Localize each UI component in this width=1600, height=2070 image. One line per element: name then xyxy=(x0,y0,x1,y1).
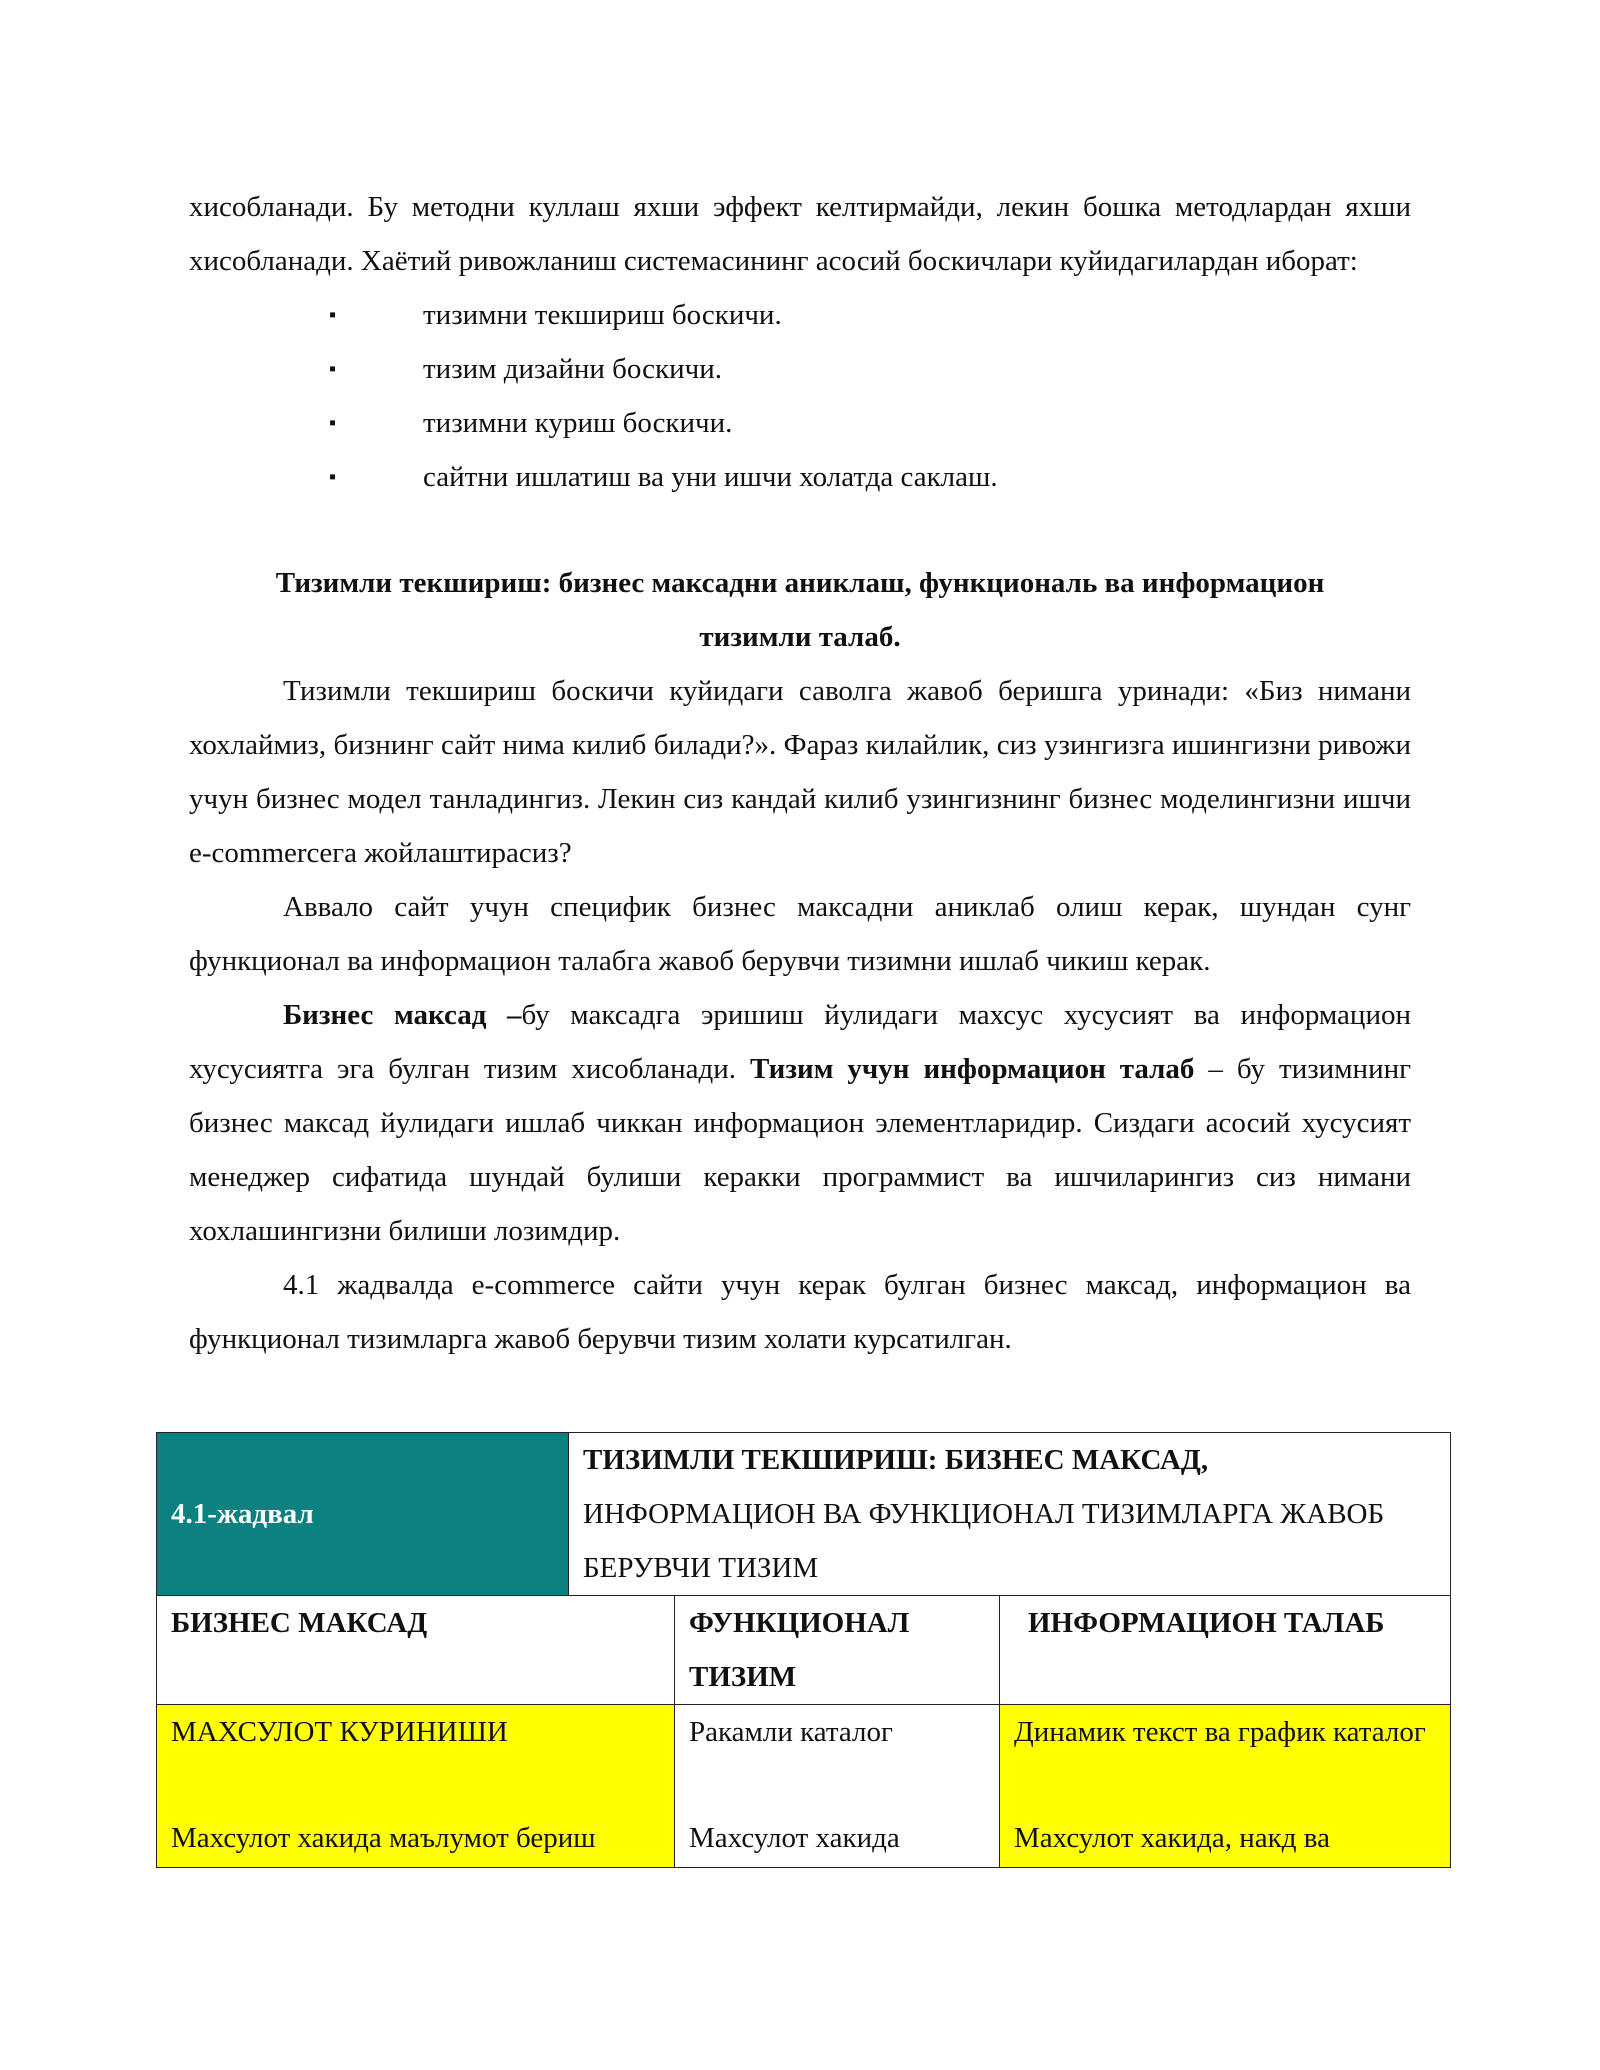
list-item xyxy=(189,450,1411,504)
list-item-text: тизим дизайни боскичи. xyxy=(423,353,722,385)
table-caption: 4.1-жадвал xyxy=(157,1433,569,1596)
list-item-text: тизимни текшириш боскичи. xyxy=(423,299,782,331)
table-cell: Махсулот хакида маълумот бериш xyxy=(157,1813,675,1868)
table-header-row xyxy=(157,1596,1451,1705)
term-information-requirement: Тизим учун информацион талаб xyxy=(750,1053,1195,1085)
list-item xyxy=(189,342,1411,396)
section-heading-line-2: тизимли талаб. xyxy=(699,621,901,653)
paragraph-1: Тизимли текшириш боскичи куйидаги саволга жавоб беришга уринади: «Биз нимани хохлаймиз, бизнинг сайт нима килиб билади?». Фараз килайлик, сиз узингизга ишингизни ривожи учун бизнес модел танладингиз. Лекин сиз кандай килиб узингизнинг бизнес моделингизни ишчи e-commerceга жойлаштирасиз? xyxy=(189,675,1411,869)
bullet-icon: ▪ xyxy=(329,358,337,380)
table-cell: МАХСУЛОТ КУРИНИШИ xyxy=(157,1705,675,1814)
table-title xyxy=(569,1433,1451,1596)
paragraph-3 xyxy=(189,988,1411,1258)
table-cell: Динамик текст ва график каталог xyxy=(1000,1705,1451,1814)
stage-list xyxy=(189,288,1411,504)
column-header-information-requirement-label: ИНФОРМАЦИОН ТАЛАБ xyxy=(1028,1607,1385,1639)
list-item-text: тизимни куриш боскичи. xyxy=(423,407,733,439)
table-row xyxy=(157,1813,1451,1868)
list-item xyxy=(189,396,1411,450)
body-text xyxy=(189,180,1411,1366)
table-cell: Ракамли каталог xyxy=(675,1705,1000,1814)
table-title-rest: ИНФОРМАЦИОН ВА ФУНКЦИОНАЛ ТИЗИМЛАРГА ЖАВОБ БЕРУВЧИ ТИЗИМ xyxy=(583,1498,1385,1584)
table-caption-row xyxy=(157,1433,1451,1596)
table-row xyxy=(157,1705,1451,1814)
column-header-functional-system: ФУНКЦИОНАЛ ТИЗИМ xyxy=(675,1596,1000,1705)
list-item-text: сайтни ишлатиш ва уни ишчи холатда саклаш. xyxy=(423,461,998,493)
paragraph-3-text-2: – бу тизимнинг бизнес максад йулидаги ишлаб чиккан информацион элементларидир. Сиздаги асосий хусусият менеджер сифатида шундай булиши керакки программист ва ишчиларингиз сиз нимани хохлашингизни билиши лозимдир. xyxy=(189,1053,1411,1247)
bullet-icon: ▪ xyxy=(329,466,337,488)
paragraph-4: 4.1 жадвалда e-commerce сайти учун керак булган бизнес максад, информацион ва функционал тизимларга жавоб берувчи тизим холати курсатилган. xyxy=(189,1269,1411,1355)
column-header-business-goal: БИЗНЕС МАКСАД xyxy=(157,1596,675,1705)
table-cell: Махсулот хакида, накд ва xyxy=(1000,1813,1451,1868)
bullet-icon: ▪ xyxy=(329,412,337,434)
column-header-information-requirement xyxy=(1000,1596,1451,1705)
paragraph-3-text-1: бу максадга эришиш йулидаги махсус хусусият ва информацион хусусиятга эга булган тизим хисобланади. xyxy=(189,999,1411,1085)
bullet-icon: ▪ xyxy=(329,304,337,326)
table-title-bold: ТИЗИМЛИ ТЕКШИРИШ: БИЗНЕС МАКСАД, xyxy=(583,1444,1209,1476)
term-business-goal: Бизнес максад – xyxy=(283,999,522,1031)
table-cell: Махсулот хакида xyxy=(675,1813,1000,1868)
list-item xyxy=(189,288,1411,342)
requirements-table xyxy=(156,1432,1451,1868)
section-heading xyxy=(189,556,1411,664)
section-heading-line-1: Тизимли текшириш: бизнес максадни аниклаш, функциональ ва информацион xyxy=(275,567,1325,599)
paragraph-2: Аввало сайт учун специфик бизнес максадни аниклаб олиш керак, шундан сунг функционал ва информацион талабга жавоб берувчи тизимни ишлаб чикиш керак. xyxy=(189,891,1411,977)
intro-paragraph: хисобланади. Бу методни куллаш яхши эффект келтирмайди, лекин бошка методлардан яхши хисобланади. Хаётий ривожланиш системасининг асосий боскичлари куйидагилардан иборат: xyxy=(189,191,1411,277)
